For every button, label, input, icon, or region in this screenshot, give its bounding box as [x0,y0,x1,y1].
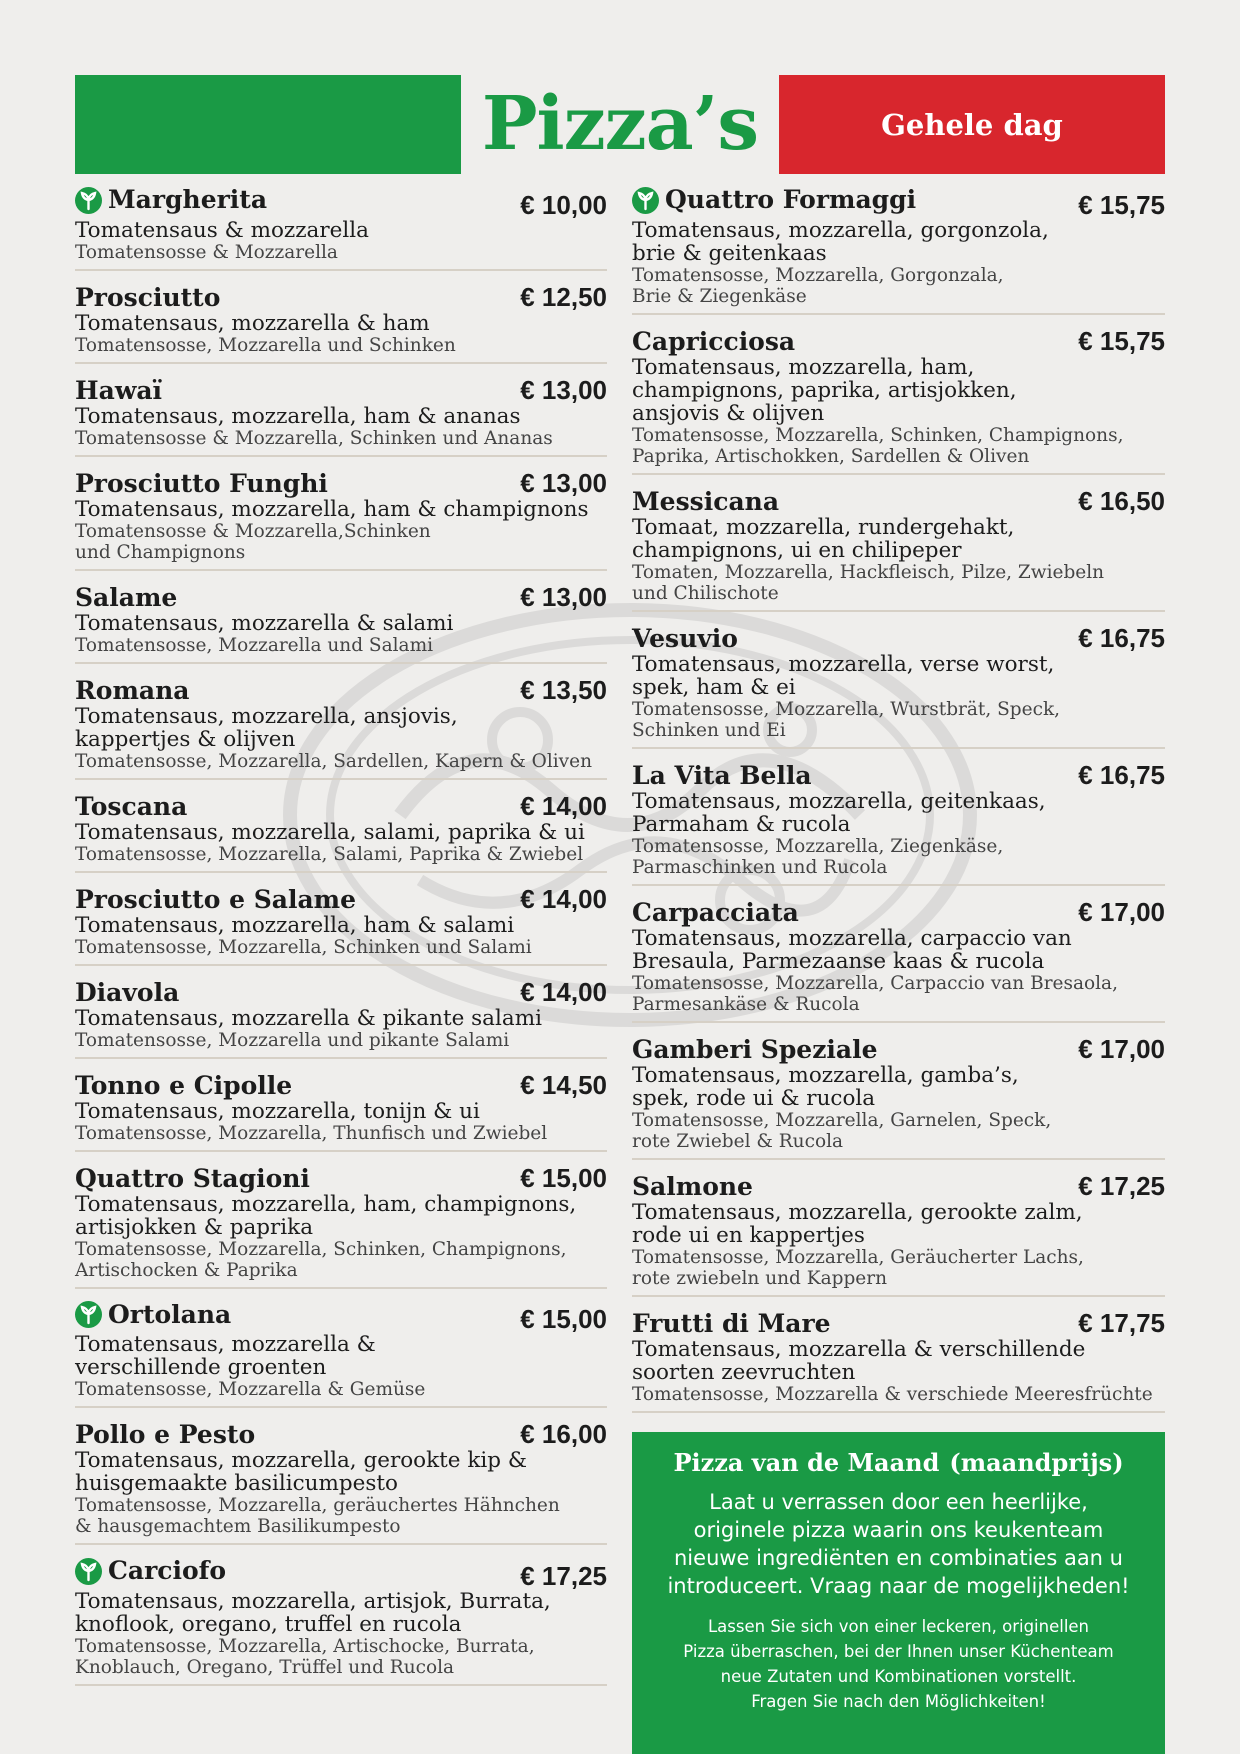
menu-item-price: € 14,00 [520,976,607,1007]
menu-item-price: € 15,75 [1078,189,1165,220]
menu-item-desc-nl: Tomatensaus, mozzarella, ham & champignons [75,496,589,522]
header-green-band [75,75,461,174]
menu-item-name-group [632,762,812,790]
menu-item-name: Margherita [108,185,268,214]
menu-item-name-group [75,1421,255,1449]
menu-item-name: Prosciutto Funghi [75,468,328,498]
menu-item [75,1152,607,1289]
menu-item-desc-de: Tomatensosse, Mozzarella und pikante Salami [75,1029,510,1051]
menu-item-price: € 15,00 [520,1162,607,1193]
menu-item-desc-de: Knoblauch, Oregano, Trüffel und Rucola [75,1656,455,1678]
menu-item-desc-de: Tomatensosse, Mozzarella, Artischocke, Burrata, [75,1635,535,1657]
header-badge [779,75,1165,174]
menu-item-header [632,186,1165,219]
menu-item-name-group [75,1165,310,1193]
menu-item-name: Prosciutto e Salame [75,884,357,914]
menu-item-desc-nl: kappertjes & olijven [75,726,296,752]
menu-item-desc-de: Tomatensosse, Mozzarella, Carpaccio van Bresaola, [632,972,1118,994]
menu-item-price: € 14,00 [520,790,607,821]
menu-item-desc-nl: artisjokken & paprika [75,1214,314,1240]
menu-item-desc-de: rote Zwiebel & Rucola [632,1130,844,1152]
menu-item-name-group [75,1072,292,1100]
menu-item-header [75,1420,607,1449]
menu-item-desc-nl: Tomatensaus, mozzarella & pikante salami [75,1005,542,1031]
menu-item-price: € 16,75 [1078,759,1165,790]
menu-item-desc-nl: Tomaat, mozzarella, rundergehakt, [632,514,1015,540]
menu-item-name-group [75,284,220,312]
promo-subtitle: (maandprijs) [949,1448,1124,1477]
vegetarian-leaf-icon [75,187,102,214]
menu-column-left [75,186,607,1686]
menu-item-desc-de: Tomatensosse, Mozzarella, Garnelen, Speck, [632,1109,1052,1131]
promo-nl-line: introduceert. Vraag naar de mogelijkheden! [667,1574,1130,1598]
menu-item-price: € 17,25 [520,1560,607,1591]
menu-item-name: Quattro Stagioni [75,1163,310,1193]
pizza-of-month-box [632,1432,1165,1754]
menu-item-header [632,487,1165,516]
menu-item-name: Gamberi Speziale [632,1034,878,1064]
menu-item-name-group [75,1557,226,1585]
menu-item-price: € 17,00 [1078,896,1165,927]
menu-item-desc-de: Tomatensosse, Mozzarella, Schinken und Salami [75,936,532,958]
menu-item [632,612,1165,749]
menu-item-desc-de: und Champignons [75,541,246,563]
menu-item-desc-nl: Tomatensaus, mozzarella, ham & salami [75,912,515,938]
menu-item [75,873,607,966]
promo-nl-line: Laat u verrassen door een heerlijke, [709,1490,1088,1514]
menu-item [632,1023,1165,1160]
menu-item-desc-nl: Tomatensaus, mozzarella, gerookte kip & [75,1448,527,1473]
menu-item-price: € 16,75 [1078,622,1165,653]
menu-item-name-group [632,899,799,927]
menu-item-desc-de: Parmaschinken und Rucola [632,856,888,878]
menu-item-price: € 14,00 [520,883,607,914]
menu-item-desc-de: Tomatensosse, Mozzarella, Schinken, Champignons, [75,1238,567,1260]
menu-item [632,1297,1165,1413]
menu-item-desc-de: Tomatensosse, Mozzarella, Salami, Paprika & Zwiebel [75,843,584,865]
menu-item-desc-nl: Tomatensaus, mozzarella, ansjovis, [75,703,458,729]
page-title: Pizza’s [481,81,759,167]
menu-item [75,271,607,364]
menu-item [632,1160,1165,1297]
menu-item [75,1059,607,1152]
menu-item [75,1408,607,1545]
menu-item-desc-nl: Parmaham & rucola [632,811,851,837]
promo-de-line: Fragen Sie nach den Möglichkeiten! [751,1692,1046,1711]
menu-item-header [75,1301,607,1334]
menu-item-header [75,1071,607,1100]
menu-item [75,664,607,780]
menu-item [75,1289,607,1409]
menu-item-desc-de: Tomatensosse, Mozzarella & verschiede Meeresfrüchte [632,1383,1153,1405]
menu-item-desc-de: Paprika, Artischokken, Sardellen & Oliven [632,445,1030,467]
menu-item-name: Salmone [632,1171,753,1201]
menu-item-header [75,676,607,705]
menu-item-price: € 17,00 [1078,1033,1165,1064]
menu-item-desc-de: Tomatensosse & Mozzarella, Schinken und Ananas [75,427,553,449]
header-badge-label: Gehele dag [881,107,1063,142]
menu-item [632,475,1165,612]
menu-item-desc-de: & hausgemachtem Basilikumpesto [75,1516,401,1537]
menu-item-name-group [632,1310,831,1338]
menu-item-name-group [632,488,779,516]
promo-de-line: Lassen Sie sich von einer leckeren, originellen [707,1617,1090,1636]
promo-title-row [632,1448,1165,1478]
promo-nl-line: originele pizza waarin ons keukenteam [693,1518,1104,1542]
menu-item-header [75,283,607,312]
menu-item-name-group [75,1301,231,1329]
menu-item-name-group [75,377,162,405]
promo-title: Pizza van de Maand [673,1448,940,1477]
menu-item-desc-de: Tomatensosse, Mozzarella, geräuchertes Hähnchen [75,1495,560,1516]
menu-column-right [632,186,1165,1413]
menu-item-name: Ortolana [108,1299,232,1329]
menu-item-name: Romana [75,675,190,705]
menu-item-desc-nl: soorten zeevruchten [632,1359,856,1385]
menu-item-desc-de: und Chilischote [632,582,779,604]
menu-item-name: Carciofo [108,1556,227,1585]
menu-item [75,1545,607,1686]
menu-item-desc-nl: verschillende groenten [75,1355,327,1380]
menu-item-name-group [75,979,179,1007]
menu-item-desc-nl: Tomatensaus, mozzarella & verschillende [632,1336,1086,1362]
menu-item-desc-nl: champignons, ui en chilipeper [632,537,962,563]
menu-item-header [75,885,607,914]
menu-item-desc-de: Tomatensosse, Mozzarella, Wurstbrät, Speck, [632,698,1061,720]
menu-item-desc-de: Tomatensosse, Mozzarella und Schinken [75,334,456,356]
menu-item-desc-nl: Tomatensaus, mozzarella & salami [75,610,454,636]
menu-item-desc-de: Tomatensosse, Mozzarella, Geräucherter Lachs, [632,1246,1084,1268]
menu-item-header [632,1172,1165,1201]
menu-item-desc-de: Tomatensosse & Mozzarella [75,241,338,263]
menu-item-price: € 15,75 [1078,325,1165,356]
menu-item-header [632,1309,1165,1338]
menu-item-price: € 13,00 [520,467,607,498]
menu-item-desc-nl: rode ui en kappertjes [632,1222,865,1248]
menu-item-desc-de: Tomatensosse, Mozzarella, Gorgonzala, [632,264,1004,286]
menu-item-name-group [75,793,187,821]
menu-item-name: Quattro Formaggi [665,185,917,214]
menu-item [632,749,1165,886]
menu-item-desc-nl: Tomatensaus, mozzarella, carpaccio van [632,925,1072,951]
menu-item-name-group [75,584,177,612]
menu-item-desc-de: Parmesankäse & Rucola [632,993,860,1015]
menu-item [632,186,1165,315]
menu-item-name-group [75,186,267,214]
menu-item-name-group [632,328,795,356]
menu-item [632,886,1165,1023]
menu-item-header [75,469,607,498]
menu-item-desc-nl: ansjovis & olijven [632,400,825,426]
menu-item-desc-nl: brie & geitenkaas [632,240,827,266]
menu-item-desc-nl: Tomatensaus, mozzarella, artisjok, Burrata, [75,1588,551,1614]
menu-item-desc-nl: champignons, paprika, artisjokken, [632,377,1017,403]
menu-item [75,780,607,873]
menu-item-header [75,978,607,1007]
menu-item-header [632,327,1165,356]
menu-item-name: Hawaï [75,375,163,405]
promo-de-line: Pizza überraschen, bei der Ihnen unser Küchenteam [683,1642,1114,1661]
menu-item-price: € 16,50 [1078,485,1165,516]
menu-item-desc-nl: Tomatensaus & mozzarella [75,217,369,243]
menu-item [75,457,607,571]
menu-item-header [75,1557,607,1590]
menu-item-desc-de: Tomatensosse, Mozzarella, Schinken, Champignons, [632,424,1124,446]
menu-item-desc-nl: Tomatensaus, mozzarella, gamba’s, [632,1062,1019,1088]
menu-item-desc-nl: Tomatensaus, mozzarella, gerookte zalm, [632,1199,1083,1225]
menu-item [75,364,607,457]
menu-item-name: Vesuvio [632,623,738,653]
menu-item-name: Pollo e Pesto [75,1420,256,1449]
menu-item-desc-nl: Tomatensaus, mozzarella, geitenkaas, [632,788,1046,814]
menu-item-name: Messicana [632,486,780,516]
menu-item-name: Carpacciata [632,897,799,927]
menu-item-desc-de: rote zwiebeln und Kappern [632,1267,887,1289]
vegetarian-leaf-icon [632,187,659,214]
menu-item [75,571,607,664]
menu-item-name-group [632,1036,878,1064]
menu-item-name: La Vita Bella [632,760,812,790]
menu-item-name: Diavola [75,977,180,1007]
menu-item-desc-de: Tomaten, Mozzarella, Hackfleisch, Pilze, Zwiebeln [632,561,1105,583]
promo-de-line: neue Zutaten und Kombinationen vorstellt. [720,1667,1077,1686]
menu-item-price: € 12,50 [520,281,607,312]
promo-text-nl [632,1488,1165,1600]
menu-item-header [75,583,607,612]
menu-item-header [75,376,607,405]
menu-item-desc-nl: spek, ham & ei [632,674,796,700]
menu-item-desc-de: Tomatensosse, Mozzarella & Gemüse [75,1379,426,1400]
menu-item-name-group [75,677,189,705]
menu-item-desc-nl: Tomatensaus, mozzarella, ham & ananas [75,403,521,429]
menu-item-desc-nl: Tomatensaus, mozzarella, ham, [632,354,975,380]
menu-item-price: € 13,00 [520,374,607,405]
menu-item-desc-nl: Tomatensaus, mozzarella, tonijn & ui [75,1098,480,1124]
menu-item-desc-nl: huisgemaakte basilicumpesto [75,1471,398,1496]
menu-item-name: Tonno e Cipolle [75,1070,293,1100]
menu-item-desc-nl: Tomatensaus, mozzarella & [75,1332,376,1357]
menu-item-name-group [75,470,328,498]
menu-item-desc-de: Tomatensosse & Mozzarella,Schinken [75,520,431,542]
menu-item-price: € 17,25 [1078,1170,1165,1201]
menu-item [75,966,607,1059]
menu-item-desc-nl: Tomatensaus, mozzarella & ham [75,310,430,336]
menu-item-header [632,1035,1165,1064]
menu-item-desc-nl: Tomatensaus, mozzarella, ham, champignons, [75,1191,577,1217]
menu-item-price: € 13,50 [520,674,607,705]
menu-item [632,315,1165,475]
menu-item-price: € 17,75 [1078,1307,1165,1338]
menu-item-desc-de: Tomatensosse, Mozzarella und Salami [75,634,434,656]
menu-item-header [632,624,1165,653]
menu-item-desc-de: Tomatensosse, Mozzarella, Ziegenkäse, [632,835,1004,857]
menu-item-name-group [632,186,916,214]
menu-item-desc-nl: Tomatensaus, mozzarella, verse worst, [632,651,1055,677]
menu-item-name: Frutti di Mare [632,1308,831,1338]
menu-item-header [75,186,607,219]
menu-item-desc-nl: knoflook, oregano, truffel en rucola [75,1611,462,1637]
menu-item-desc-nl: Tomatensaus, mozzarella, gorgonzola, [632,217,1049,243]
menu-item [75,186,607,271]
menu-item-desc-de: Brie & Ziegenkäse [632,285,807,307]
menu-item-price: € 16,00 [520,1419,607,1449]
menu-item-header [75,792,607,821]
vegetarian-leaf-icon [75,1558,102,1585]
menu-item-desc-nl: Tomatensaus, mozzarella, salami, paprika & ui [75,819,585,845]
menu-item-name-group [632,1173,753,1201]
menu-item-name: Prosciutto [75,282,221,312]
menu-item-price: € 15,00 [520,1304,607,1334]
menu-item-desc-de: Schinken und Ei [632,719,786,741]
menu-item-name-group [75,886,356,914]
promo-text-de [632,1614,1165,1714]
promo-nl-line: nieuwe ingrediënten en combinaties aan u [674,1546,1123,1570]
menu-item-header [632,898,1165,927]
menu-item-desc-nl: Bresaula, Parmezaanse kaas & rucola [632,948,1045,974]
menu-item-name: Salame [75,582,178,612]
vegetarian-leaf-icon [75,1301,102,1328]
menu-item-desc-de: Tomatensosse, Mozzarella, Sardellen, Kapern & Oliven [75,750,592,772]
menu-item-desc-nl: spek, rode ui & rucola [632,1085,876,1111]
menu-item-desc-de: Artischocken & Paprika [75,1259,298,1281]
menu-item-price: € 10,00 [520,189,607,220]
menu-item-name: Capricciosa [632,326,796,356]
menu-item-header [75,1164,607,1193]
menu-item-desc-de: Tomatensosse, Mozzarella, Thunfisch und Zwiebel [75,1122,548,1144]
menu-item-header [632,761,1165,790]
menu-item-name: Toscana [75,791,188,821]
menu-item-price: € 13,00 [520,581,607,612]
menu-item-price: € 14,50 [520,1069,607,1100]
menu-item-name-group [632,625,738,653]
